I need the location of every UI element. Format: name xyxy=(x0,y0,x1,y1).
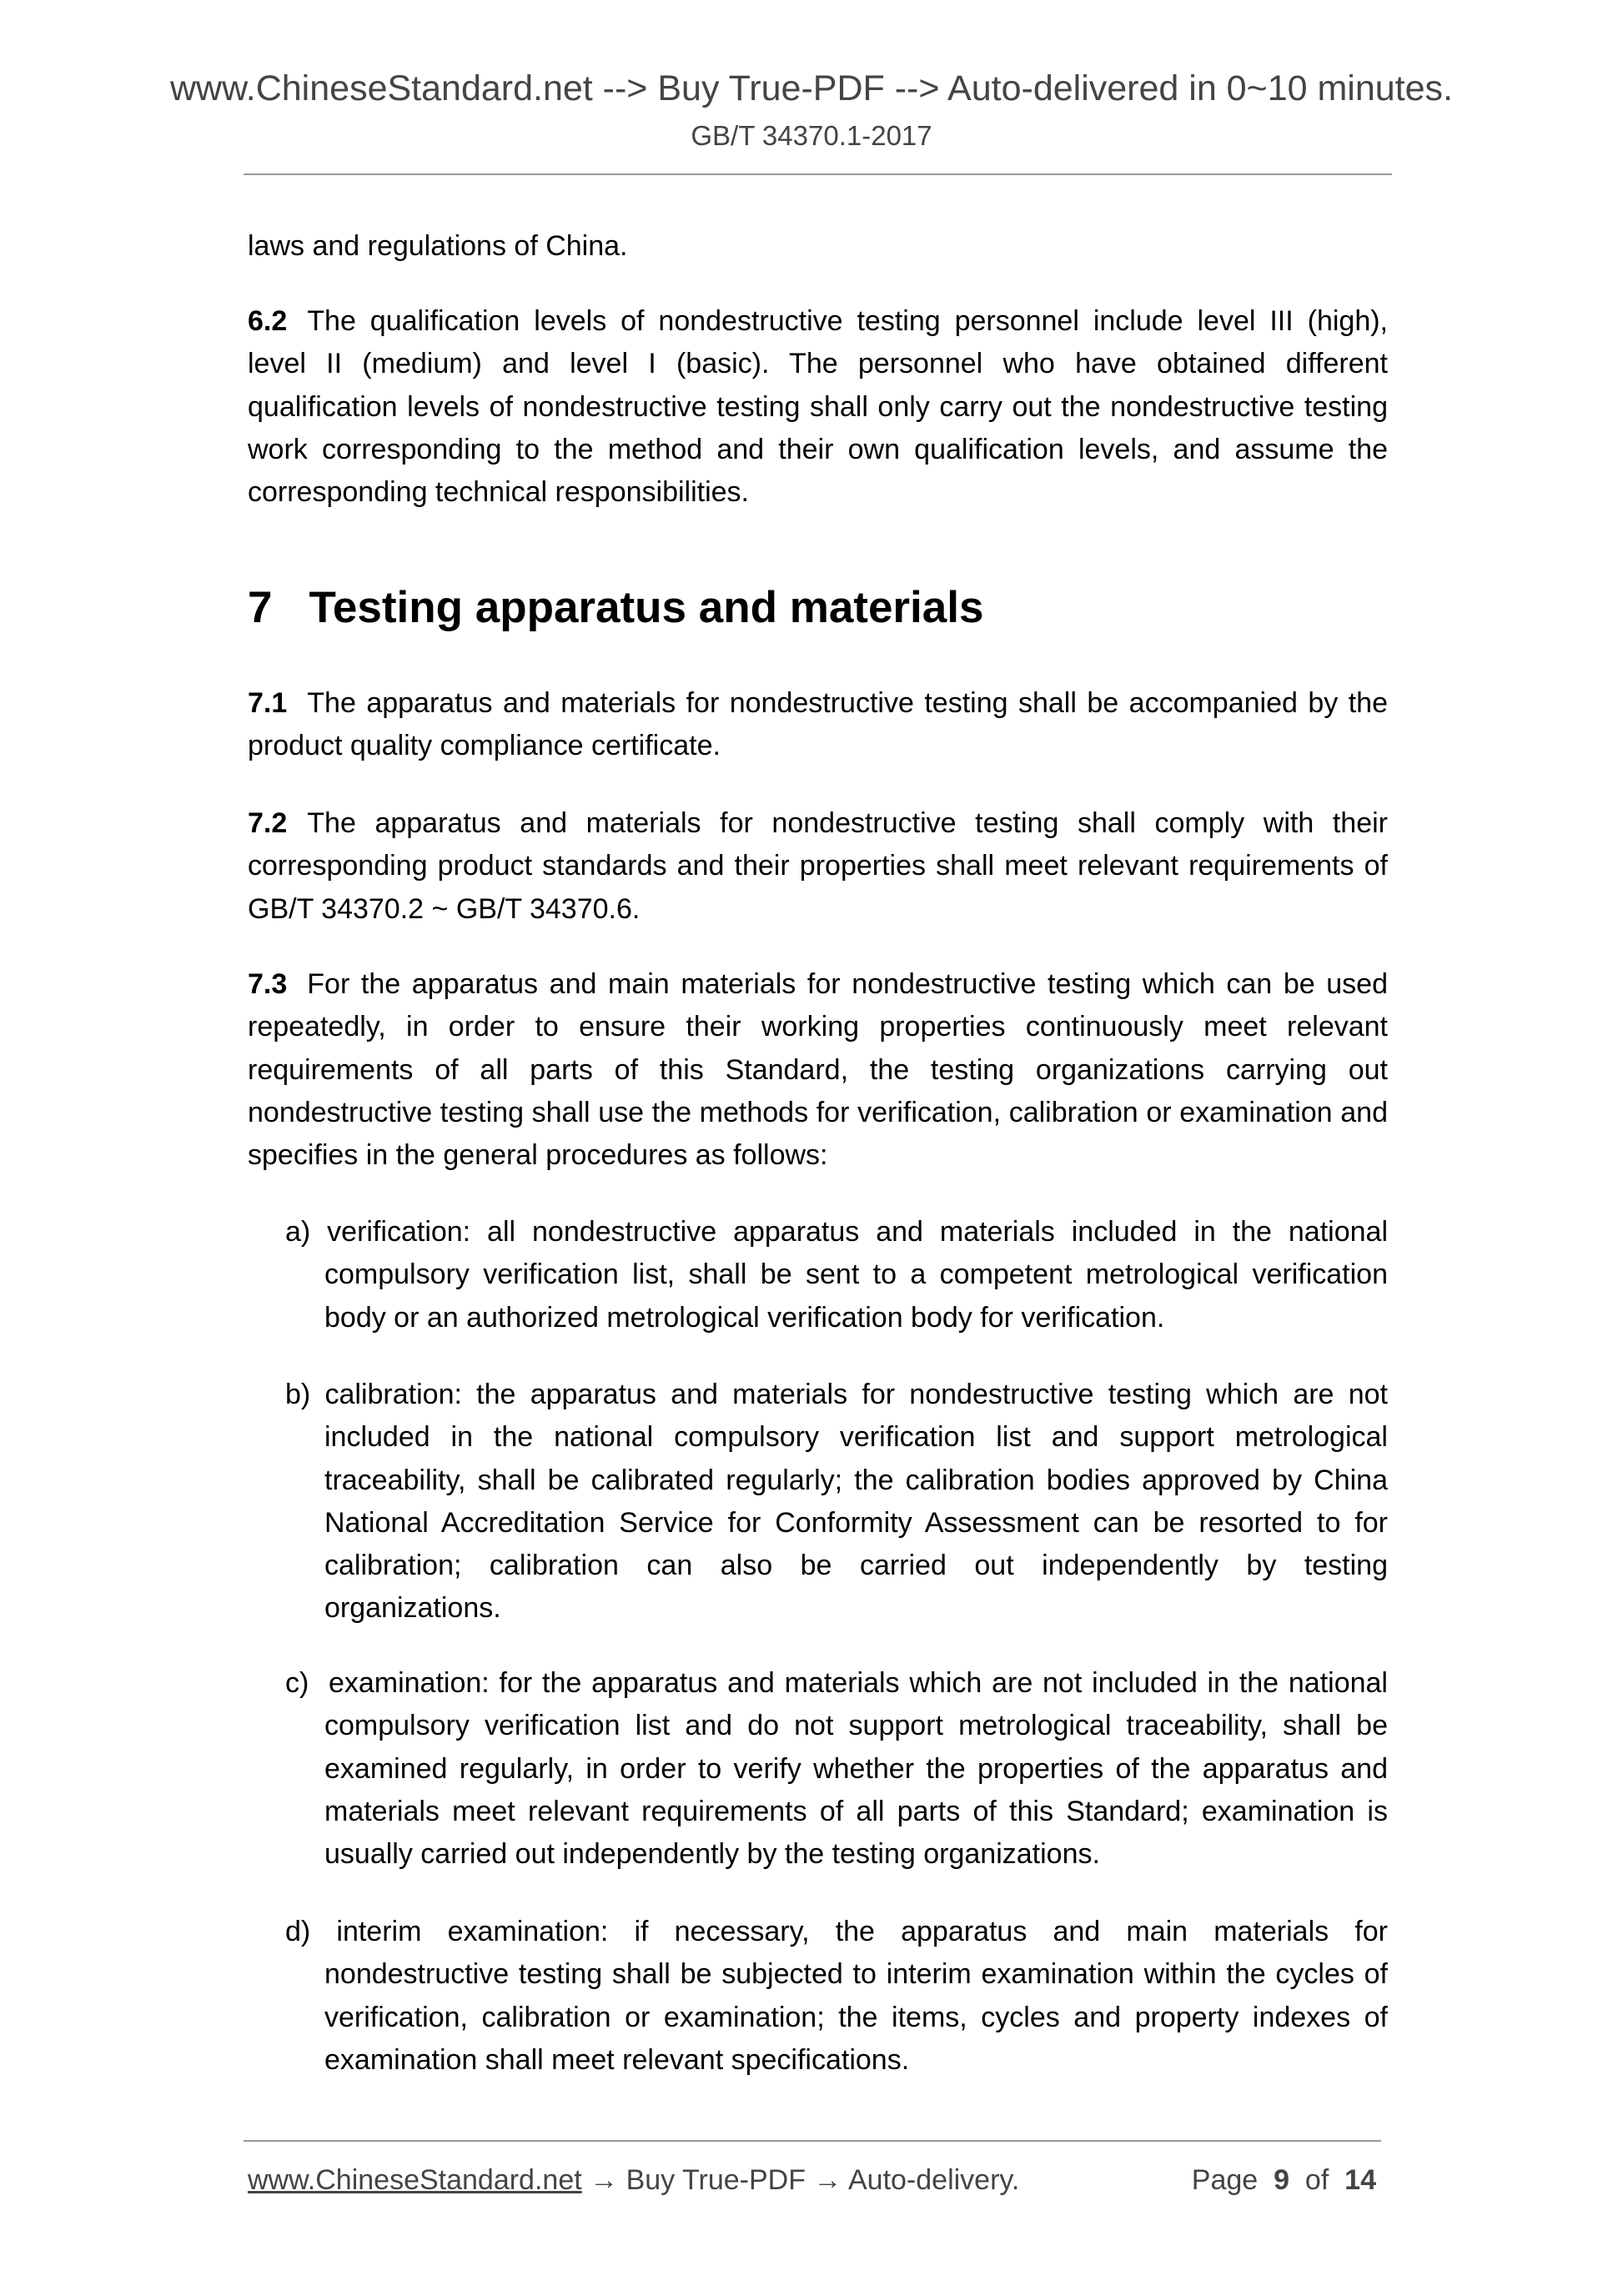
clause-number: 7.3 xyxy=(248,968,288,1000)
item-label: a) xyxy=(285,1216,311,1248)
item-label: c) xyxy=(285,1667,309,1699)
header-divider xyxy=(244,173,1392,175)
item-text: interim examination: if necessary, the apparatus and main materials for nondestructive testing shall be subjected to interim examination within the cycles of verification, calibration or examination; the items, cycles and property indexes of examination shall meet relevant specifications. xyxy=(324,1916,1388,2076)
page-label: Page xyxy=(1191,2164,1259,2196)
header-banner: www.ChineseStandard.net --> Buy True-PDF --> Auto-delivered in 0~10 minutes. xyxy=(169,68,1453,108)
item-label: b) xyxy=(285,1379,311,1410)
page-total: 14 xyxy=(1344,2164,1376,2196)
clause-number: 7.2 xyxy=(248,807,288,839)
clause-7-1 xyxy=(248,682,1388,768)
page-indicator xyxy=(1192,2162,1376,2198)
item-text: verification: all nondestructive apparatus and materials included in the national compulsory verification list, shall be sent to a competent metrological verification body or an authorized metrological verification body for verification. xyxy=(324,1216,1388,1334)
list-item-c xyxy=(248,1662,1388,1876)
footer-link[interactable]: www.ChineseStandard.net xyxy=(248,2164,582,2196)
clause-7-3 xyxy=(248,963,1388,1177)
list-item-a xyxy=(248,1211,1388,1339)
section-number: 7 xyxy=(248,583,273,632)
of-label: of xyxy=(1304,2164,1329,2196)
section-title: Testing apparatus and materials xyxy=(309,583,984,632)
footer-left xyxy=(248,2162,1019,2198)
clause-number: 7.1 xyxy=(248,687,288,719)
item-text: examination: for the apparatus and materials which are not included in the national compulsory verification list and do not support metrological traceability, shall be examined regularly, in order to verify whether the properties of the apparatus and materials meet relevant requirements of all parts of this Standard; examination is usually carried out independently by the testing organizations. xyxy=(324,1667,1388,1871)
clause-text: The apparatus and materials for nondestructive testing shall comply with their corresponding product standards and their properties shall meet relevant requirements of GB/T 34370.2 ~ GB/T 34370.6. xyxy=(248,807,1388,925)
item-text: calibration: the apparatus and materials for nondestructive testing which are not included in the national compulsory verification list and support metrological traceability, shall be calibrated regularly; the calibration bodies approved by China National Accreditation Service for Conformity Assessment can be resorted to for calibration; calibration can also be carried out independently by testing organizations. xyxy=(324,1379,1388,1625)
continuation-text: laws and regulations of China. xyxy=(248,230,628,262)
clause-text: The apparatus and materials for nondestructive testing shall be accompanied by the product quality compliance certificate. xyxy=(248,687,1388,762)
clause-7-2 xyxy=(248,802,1388,931)
clause-6-2 xyxy=(248,300,1388,514)
list-item-d xyxy=(248,1911,1388,2082)
clause-text: For the apparatus and main materials for nondestructive testing which can be used repeatedly, in order to ensure their working properties continuously meet relevant requirements of all parts of this Standard, the testing organizations carrying out nondestructive testing shall use the methods for verification, calibration or examination and specifies in the general procedures as follows: xyxy=(248,968,1388,1172)
page-number: 9 xyxy=(1274,2164,1289,2196)
clause-text: The qualification levels of nondestructive testing personnel include level III (high), level II (medium) and level I (basic). The personnel who have obtained different qualification levels of nondestructive testing shall only carry out the nondestructive testing work corresponding to the method and their own qualification levels, and assume the corresponding technical responsibilities. xyxy=(248,305,1388,509)
clause-number: 6.2 xyxy=(248,305,288,337)
document-id: GB/T 34370.1-2017 xyxy=(691,120,932,151)
list-item-b xyxy=(248,1374,1388,1630)
footer-tail: → Buy True-PDF → Auto-delivery. xyxy=(581,2164,1020,2196)
item-label: d) xyxy=(285,1916,311,1947)
section-heading xyxy=(248,579,983,637)
footer-divider xyxy=(244,2140,1381,2142)
